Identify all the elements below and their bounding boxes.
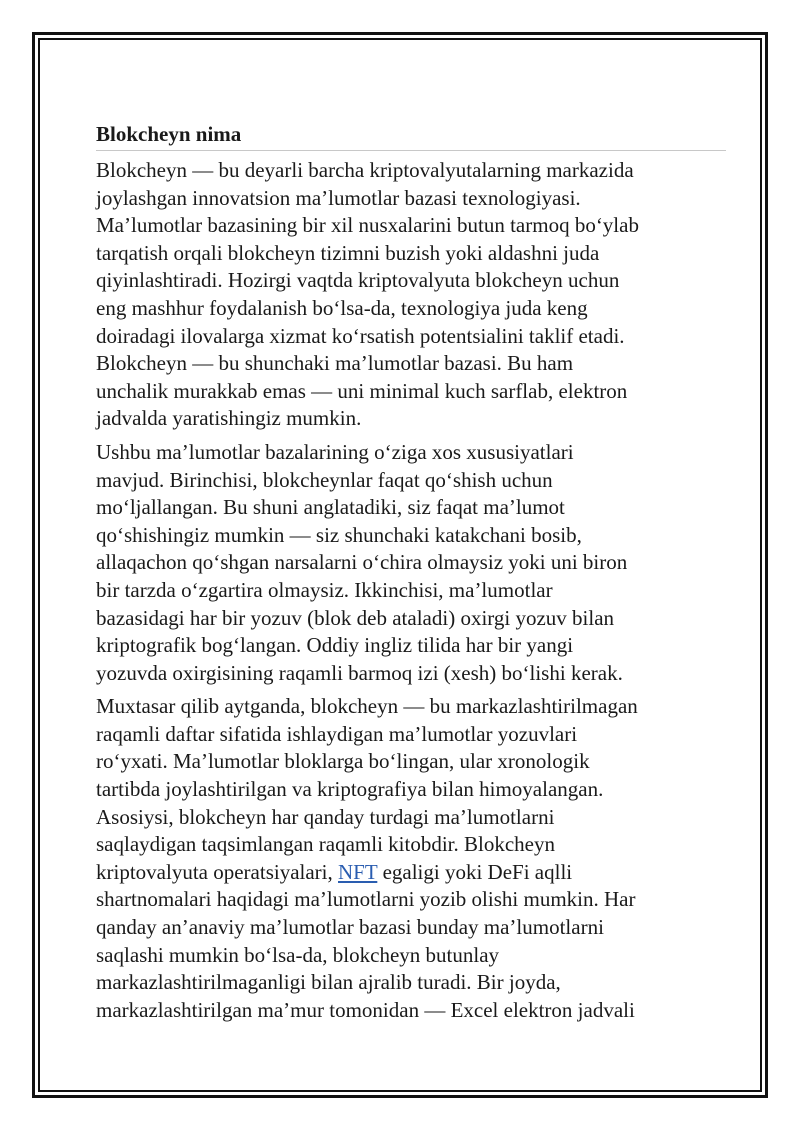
nft-link[interactable]: NFT (338, 859, 378, 884)
paragraph-3-text-before-link: Muxtasar qilib aytganda, blokcheyn — bu markazlashtirilmagan raqamli daftar sifatida ishlaydigan ma’lumotlar yozuvlari ro‘yxati. Ma’lumotlar bloklarga bo‘lingan, ular xronologik tartibda joylashtirilgan va kriptografiya bilan himoyalangan. Asosiysi, blokcheyn har qanday turdagi ma’lumotlarni saqlaydigan taqsimlangan raqamli kitobdir. Blokcheyn kriptovalyuta operatsiyalari, (96, 694, 638, 884)
paragraph-1: Blokcheyn — bu deyarli barcha kriptovalyutalarning markazida joylashgan innovatsion ma’lumotlar bazasi texnologiyasi. Ma’lumotlar bazasining bir xil nusxalarini butun tarmoq bo‘ylab tarqatish orqali blokcheyn tizimni buzish yoki aldashni juda qiyinlashtiradi. Hozirgi vaqtda kriptovalyuta blokcheyn uchun eng mashhur foydalanish bo‘lsa-da, texnologiya juda keng doiradagi ilovalarga xizmat ko‘rsatish potentsialini taklif etadi. Blokcheyn — bu shunchaki ma’lumotlar bazasi. Bu ham unchalik murakkab emas — uni minimal kuch sarflab, elektron jadvalda yaratishingiz mumkin. (96, 158, 639, 431)
paragraph-3 (96, 693, 726, 1024)
document-content (96, 120, 726, 1024)
paragraph-2: Ushbu ma’lumotlar bazalarining o‘ziga xos xususiyatlari mavjud. Birinchisi, blokcheynlar faqat qo‘shish uchun mo‘ljallangan. Bu shuni anglatadiki, siz faqat ma’lumot qo‘shishingiz mumkin — siz shunchaki katakchani bosib, allaqachon qo‘shgan narsalarni o‘chira olmaysiz yoki uni biron bir tarzda o‘zgartira olmaysiz. Ikkinchisi, ma’lumotlar bazasidagi har bir yozuv (blok deb ataladi) oxirgi yozuv bilan kriptografik bog‘langan. Oddiy ingliz tilida har bir yangi yozuvda oxirgisining raqamli barmoq izi (xesh) bo‘lishi kerak. (96, 439, 628, 685)
paragraph-3-text-after-link: egaligi yoki DeFi aqlli shartnomalari haqidagi ma’lumotlarni yozib olishi mumkin. Har qanday an’anaviy ma’lumotlar bazasi bunday ma’lumotlarni saqlashi mumkin bo‘lsa-da, blokcheyn butunlay markazlashtirilmaganligi bilan ajralib turadi. Bir joyda, markazlashtirilgan ma’mur tomonidan — Excel elektron jadvali (96, 859, 636, 1022)
section-heading: Blokcheyn nima (96, 120, 726, 151)
